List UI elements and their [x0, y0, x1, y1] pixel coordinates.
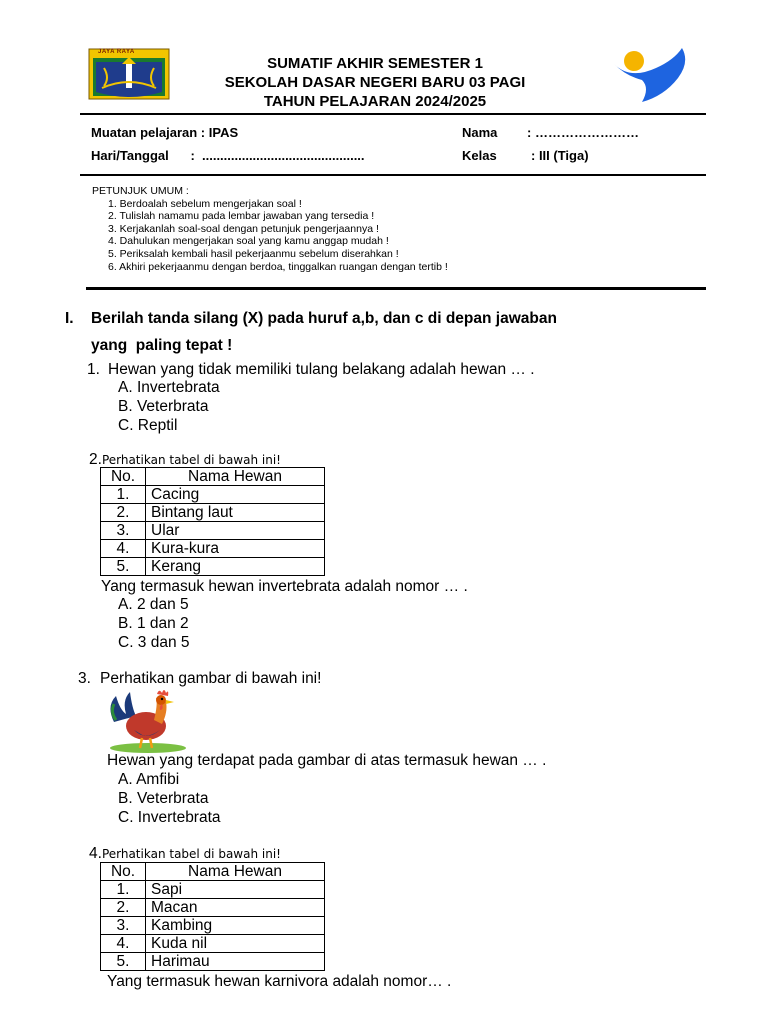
- row-animal: Ular: [146, 522, 325, 540]
- q2-option-a[interactable]: A. 2 dan 5: [118, 596, 189, 613]
- name-label: Nama: [462, 125, 498, 140]
- section-number: I.: [65, 310, 74, 327]
- row-animal: Cacing: [146, 486, 325, 504]
- question-4-text: Yang termasuk hewan karnivora adalah nomor… .: [107, 973, 452, 990]
- instruction-item: 3. Kerjakanlah soal-soal dengan petunjuk pengerjaannya !: [108, 222, 379, 235]
- q2-option-c[interactable]: C. 3 dan 5: [118, 634, 190, 651]
- table-row: [101, 917, 325, 935]
- table-row: [101, 504, 325, 522]
- question-2-intro: Perhatikan tabel di bawah ini!: [101, 453, 281, 467]
- crest-banner-text: JAYA RAYA: [98, 49, 135, 55]
- table-row: [101, 935, 325, 953]
- q4-animal-table: [100, 862, 325, 971]
- class-value: : III (Tiga): [531, 148, 589, 163]
- instruction-item: 2. Tulislah namamu pada lembar jawaban yang tersedia !: [108, 210, 375, 223]
- instructions-divider: [86, 287, 706, 290]
- row-animal: Kura-kura: [146, 540, 325, 558]
- table-row: [101, 953, 325, 971]
- table-row: [101, 558, 325, 576]
- q3-option-b[interactable]: B. Veterbrata: [118, 790, 209, 807]
- name-field[interactable]: : ……………………: [527, 125, 639, 140]
- instruction-item: 4. Dahulukan mengerjakan soal yang kamu anggap mudah !: [108, 235, 389, 248]
- table-header-no: No.: [101, 468, 146, 486]
- title-line-3: TAHUN PELAJARAN 2024/2025: [263, 93, 487, 110]
- title-line-1: SUMATIF AKHIR SEMESTER 1: [267, 55, 483, 72]
- table-row: [101, 881, 325, 899]
- header-divider: [80, 113, 706, 115]
- row-number: 4.: [101, 935, 146, 953]
- table-row: [101, 540, 325, 558]
- section-instruction-line-2: yang paling tepat !: [91, 337, 233, 354]
- date-label: Hari/Tanggal : .............................................: [91, 148, 365, 163]
- title-line-2: SEKOLAH DASAR NEGERI BARU 03 PAGI: [224, 74, 526, 91]
- row-number: 2.: [101, 504, 146, 522]
- question-2-text: Yang termasuk hewan invertebrata adalah nomor … .: [101, 578, 468, 595]
- q2-option-b[interactable]: B. 1 dan 2: [118, 615, 189, 632]
- row-number: 4.: [101, 540, 146, 558]
- exam-title: [150, 54, 600, 111]
- row-animal: Kuda nil: [146, 935, 325, 953]
- instructions: [92, 185, 448, 273]
- section-instruction-line-1: Berilah tanda silang (X) pada huruf a,b, dan c di depan jawaban: [91, 310, 557, 327]
- question-3-intro: Perhatikan gambar di bawah ini!: [100, 670, 322, 687]
- question-1-text: Hewan yang tidak memiliki tulang belakang adalah hewan … .: [108, 361, 535, 378]
- row-number: 1.: [101, 881, 146, 899]
- table-row: [101, 899, 325, 917]
- question-3-text: Hewan yang terdapat pada gambar di atas termasuk hewan … .: [107, 752, 547, 769]
- question-2-number: 2.: [89, 451, 102, 468]
- q1-option-a[interactable]: A. Invertebrata: [118, 379, 220, 396]
- row-animal: Sapi: [146, 881, 325, 899]
- instruction-item: 5. Periksalah kembali hasil pekerjaanmu sebelum diserahkan !: [108, 247, 399, 260]
- table-header-name: Nama Hewan: [146, 863, 325, 881]
- q1-option-c[interactable]: C. Reptil: [118, 417, 178, 434]
- row-animal: Kerang: [146, 558, 325, 576]
- row-animal: Kambing: [146, 917, 325, 935]
- row-number: 3.: [101, 522, 146, 540]
- instruction-item: 1. Berdoalah sebelum mengerjakan soal !: [108, 197, 302, 210]
- table-header-no: No.: [101, 863, 146, 881]
- row-number: 3.: [101, 917, 146, 935]
- subject-label: Muatan pelajaran : IPAS: [91, 125, 239, 140]
- table-header-row: [101, 468, 325, 486]
- question-4-number: 4.: [89, 845, 102, 862]
- info-divider: [80, 174, 706, 176]
- question-4-header: [89, 844, 281, 864]
- instruction-item: 6. Akhiri pekerjaanmu dengan berdoa, tinggalkan ruangan dengan tertib !: [108, 260, 448, 273]
- instructions-title: PETUNJUK UMUM :: [92, 185, 189, 197]
- q1-option-b[interactable]: B. Veterbrata: [118, 398, 209, 415]
- row-number: 5.: [101, 953, 146, 971]
- row-animal: Macan: [146, 899, 325, 917]
- q3-option-a[interactable]: A. Amfibi: [118, 771, 180, 788]
- question-1-number: 1.: [87, 361, 100, 378]
- ministry-logo: [612, 44, 690, 104]
- table-header-row: [101, 863, 325, 881]
- row-animal: Bintang laut: [146, 504, 325, 522]
- q3-option-c[interactable]: C. Invertebrata: [118, 809, 221, 826]
- row-number: 5.: [101, 558, 146, 576]
- row-number: 2.: [101, 899, 146, 917]
- class-label: Kelas: [462, 148, 497, 163]
- row-number: 1.: [101, 486, 146, 504]
- q2-animal-table: [100, 467, 325, 576]
- question-3-number: 3.: [78, 670, 91, 687]
- table-row: [101, 522, 325, 540]
- table-header-name: Nama Hewan: [146, 468, 325, 486]
- question-4-intro: Perhatikan tabel di bawah ini!: [101, 847, 281, 861]
- table-row: [101, 486, 325, 504]
- row-animal: Harimau: [146, 953, 325, 971]
- rooster-image: [104, 686, 188, 754]
